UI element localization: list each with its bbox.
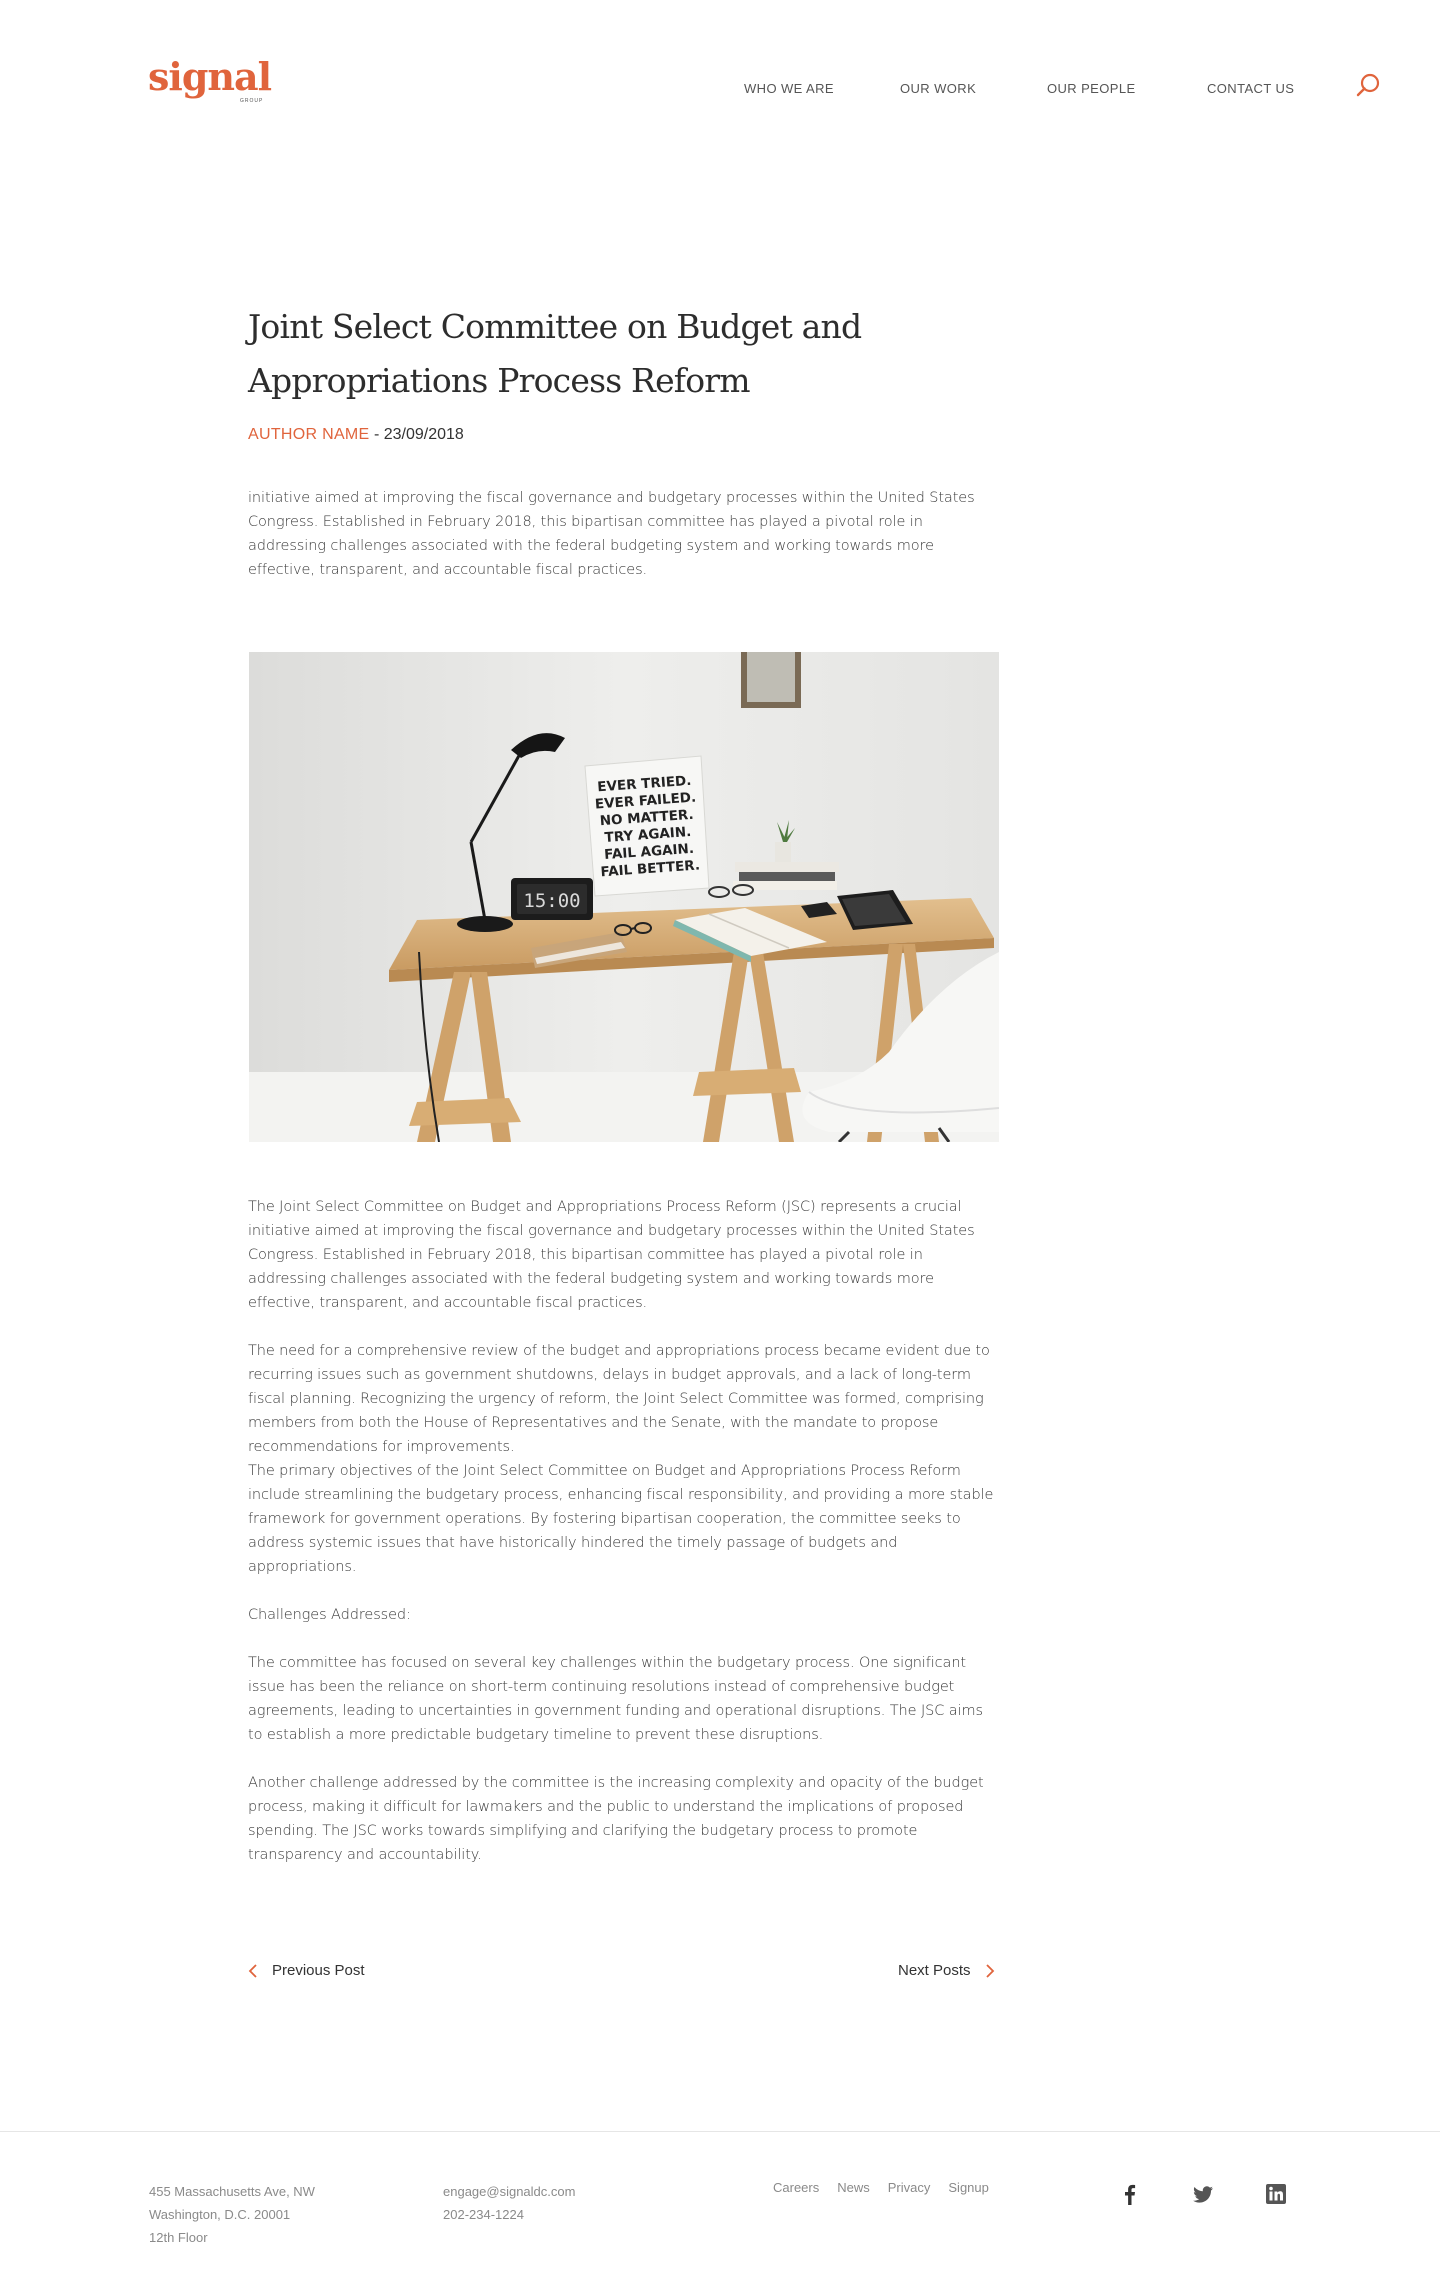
twitter-icon[interactable]	[1190, 2181, 1216, 2207]
meta-separator: -	[369, 426, 384, 443]
footer-link-news[interactable]: News	[837, 2180, 870, 2195]
nav-our-work[interactable]: OUR WORK	[900, 81, 977, 96]
article-intro: initiative aimed at improving the fiscal governance and budgetary processes within the United States Congress. Established in February 2018, this bipartisan committee has played a pivotal role in addressing challenges associated with the federal budgeting system and working towards more effective, transparent, and accountable fiscal practices.	[248, 490, 975, 578]
footer-email[interactable]: engage@signaldc.com	[443, 2184, 576, 2199]
address-line-3: 12th Floor	[149, 2230, 208, 2245]
author-link[interactable]: AUTHOR NAME	[248, 426, 370, 443]
site-header	[0, 0, 1440, 130]
footer-link-privacy[interactable]: Privacy	[887, 2180, 931, 2195]
sign-line-4: TRY AGAIN.	[604, 823, 692, 846]
logo-subtitle: GROUP	[240, 98, 264, 104]
article-title: Joint Select Committee on Budget and Appropriations Process Reform	[248, 307, 862, 400]
footer-links	[773, 2180, 1007, 2195]
article-date: 23/09/2018	[383, 426, 464, 443]
sign-line-2: EVER FAILED.	[594, 789, 697, 813]
chevron-right-icon	[985, 1964, 995, 1978]
sign-line-6: FAIL BETTER.	[599, 857, 701, 881]
article-paragraph-4: The committee has focused on several key challenges within the budgetary process. One significant issue has been the reliance on short-term continuing resolutions instead of comprehensive budget agreements, leading to uncertainties in government funding and operational disruptions. The JSC aims to establish a more predictable budgetary timeline to prevent these disruptions.	[248, 1655, 983, 1743]
sign-line-1: EVER TRIED.	[596, 772, 692, 796]
previous-post-link[interactable]	[248, 1962, 365, 1979]
next-post-link[interactable]	[898, 1962, 995, 1979]
nav-who-we-are[interactable]: WHO WE ARE	[744, 81, 834, 96]
logo-wordmark: signal	[148, 54, 272, 99]
nav-contact-us[interactable]: CONTACT US	[1207, 81, 1295, 96]
signal-logo[interactable]	[148, 54, 272, 108]
footer-address	[149, 2180, 315, 2249]
footer-contact	[443, 2180, 575, 2226]
footer-link-careers[interactable]: Careers	[773, 2180, 820, 2195]
footer-link-signup[interactable]: Signup	[948, 2180, 989, 2195]
article-image	[249, 652, 999, 1142]
section-heading-challenges: Challenges Addressed:	[248, 1607, 411, 1623]
next-post-label: Next Posts	[898, 1962, 971, 1979]
previous-post-label: Previous Post	[272, 1962, 365, 1979]
footer-divider	[0, 2131, 1440, 2132]
search-icon[interactable]	[1354, 72, 1382, 100]
nav-our-people[interactable]: OUR PEOPLE	[1047, 81, 1136, 96]
footer-phone[interactable]: 202-234-1224	[443, 2207, 524, 2222]
chevron-left-icon	[248, 1964, 258, 1978]
facebook-icon[interactable]	[1117, 2181, 1143, 2207]
linkedin-icon[interactable]	[1263, 2181, 1289, 2207]
article-paragraph-1: The Joint Select Committee on Budget and Appropriations Process Reform (JSC) represents a crucial initiative aimed at improving the fiscal governance and budgetary processes within the United States Congress. Established in February 2018, this bipartisan committee has played a pivotal role in addressing challenges associated with the federal budgeting system and working towards more effective, transparent, and accountable fiscal practices.	[248, 1199, 975, 1311]
address-line-2: Washington, D.C. 20001	[149, 2207, 291, 2222]
article-paragraph-3: The primary objectives of the Joint Select Committee on Budget and Appropriations Process Reform include streamlining the budgetary process, enhancing fiscal responsibility, and providing a more stable framework for government operations. By fostering bipartisan cooperation, the committee seeks to address systemic issues that have historically hindered the timely passage of budgets and appropriations.	[248, 1463, 994, 1575]
article-meta	[248, 426, 464, 444]
sign-line-5: FAIL AGAIN.	[603, 840, 695, 864]
sign-line-3: NO MATTER.	[599, 806, 695, 830]
address-line-1: 455 Massachusetts Ave, NW	[149, 2184, 315, 2199]
article-paragraph-2: The need for a comprehensive review of the budget and appropriations process became evident due to recurring issues such as government shutdowns, delays in budget approvals, and a lack of long-term fiscal planning. Recognizing the urgency of reform, the Joint Select Committee was formed, comprising members from both the House of Representatives and the Senate, with the mandate to propose recommendations for improvements.	[248, 1343, 990, 1455]
article-paragraph-5: Another challenge addressed by the committee is the increasing complexity and opacity of the budget process, making it difficult for lawmakers and the public to understand the implications of proposed spending. The JSC works towards simplifying and clarifying the budgetary process to promote transparency and accountability.	[248, 1775, 984, 1863]
clock-display: 15:00	[523, 890, 581, 912]
